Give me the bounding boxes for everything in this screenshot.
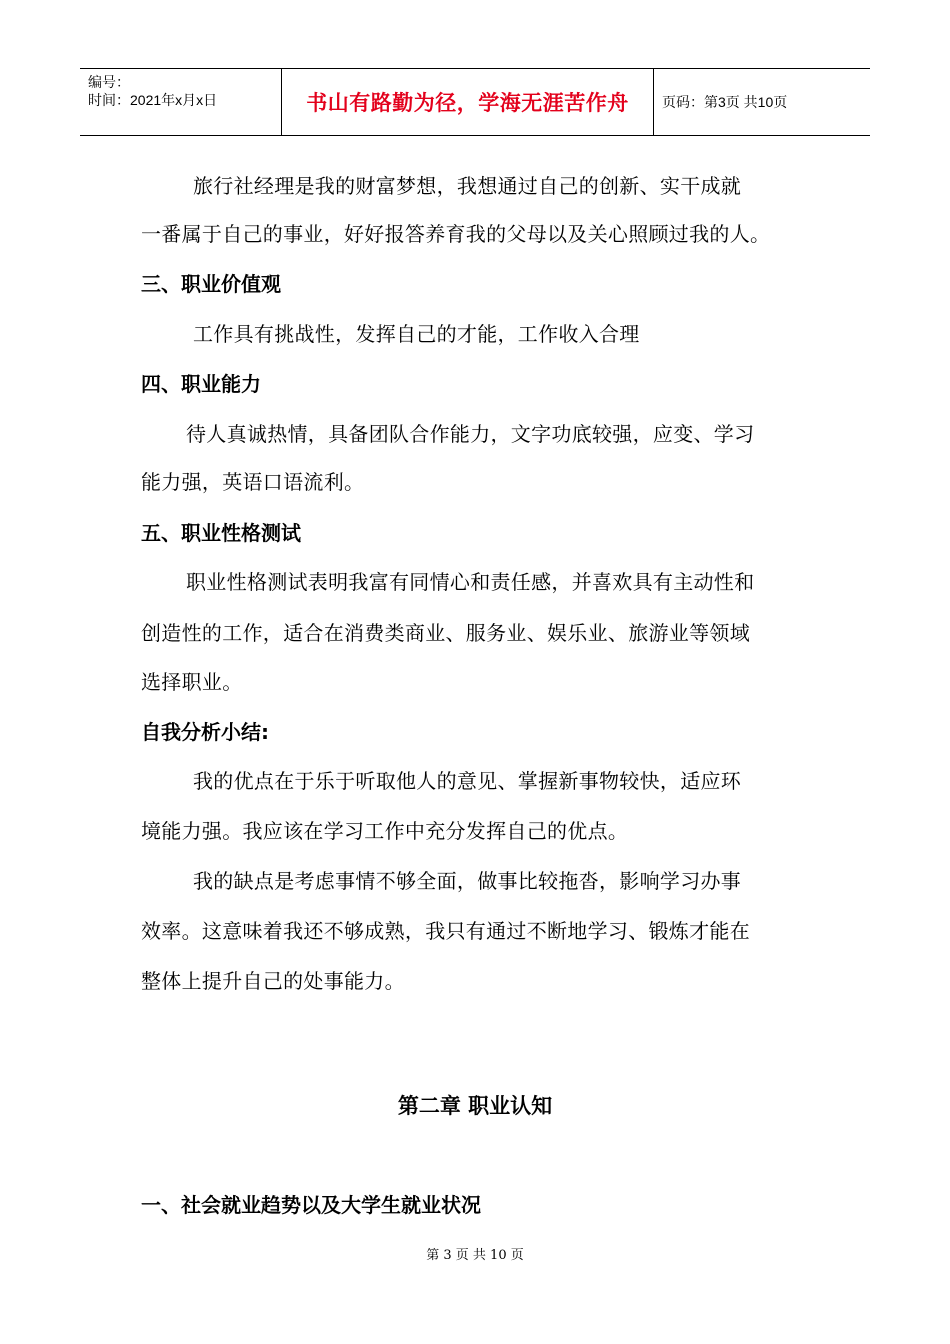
paragraph-line: 旅行社经理是我的财富梦想，我想通过自己的创新、实干成就 [193,174,742,198]
section-heading-employment-trends: 一、社会就业趋势以及大学生就业状况 [141,1193,481,1217]
header-page-cell [654,69,870,135]
header-motto: 书山有路勤为径，学海无涯苦作舟 [306,91,629,115]
paragraph-line: 境能力强。我应该在学习工作中充分发挥自己的优点。 [141,819,629,843]
paragraph-line: 能力强，英语口语流利。 [141,470,365,494]
header-motto-cell [282,69,654,135]
document-number-label: 编号： [88,74,130,90]
page-footer: 第 3 页 共 10 页 [426,1248,524,1263]
header-page-info: 页码：第3页 共10页 [662,94,788,110]
paragraph-line: 待人真诚热情，具备团队合作能力，文字功底较强，应变、学习 [186,422,755,446]
section-heading-personality-test: 五、职业性格测试 [141,521,301,545]
paragraph-line: 选择职业。 [141,670,243,694]
paragraph-line: 效率。这意味着我还不够成熟，我只有通过不断地学习、锻炼才能在 [141,919,750,943]
paragraph-line: 我的优点在于乐于听取他人的意见、掌握新事物较快，适应环 [193,769,742,793]
paragraph-line: 一番属于自己的事业，好好报答养育我的父母以及关心照顾过我的人。 [141,222,771,246]
document-date-label: 时间：2021年x月x日 [88,92,218,108]
paragraph-line: 工作具有挑战性，发挥自己的才能，工作收入合理 [193,322,640,346]
paragraph-line: 职业性格测试表明我富有同情心和责任感，并喜欢具有主动性和 [186,570,755,594]
section-heading-summary: 自我分析小结: [141,720,269,744]
header-meta-cell [80,69,282,135]
chapter-title: 第二章 职业认知 [397,1094,553,1118]
section-heading-abilities: 四、职业能力 [141,372,261,396]
section-heading-values: 三、职业价值观 [141,272,281,296]
paragraph-line: 我的缺点是考虑事情不够全面，做事比较拖沓，影响学习办事 [193,869,742,893]
paragraph-line: 创造性的工作，适合在消费类商业、服务业、娱乐业、旅游业等领域 [141,621,750,645]
page-header [80,68,870,136]
paragraph-line: 整体上提升自己的处事能力。 [141,969,405,993]
